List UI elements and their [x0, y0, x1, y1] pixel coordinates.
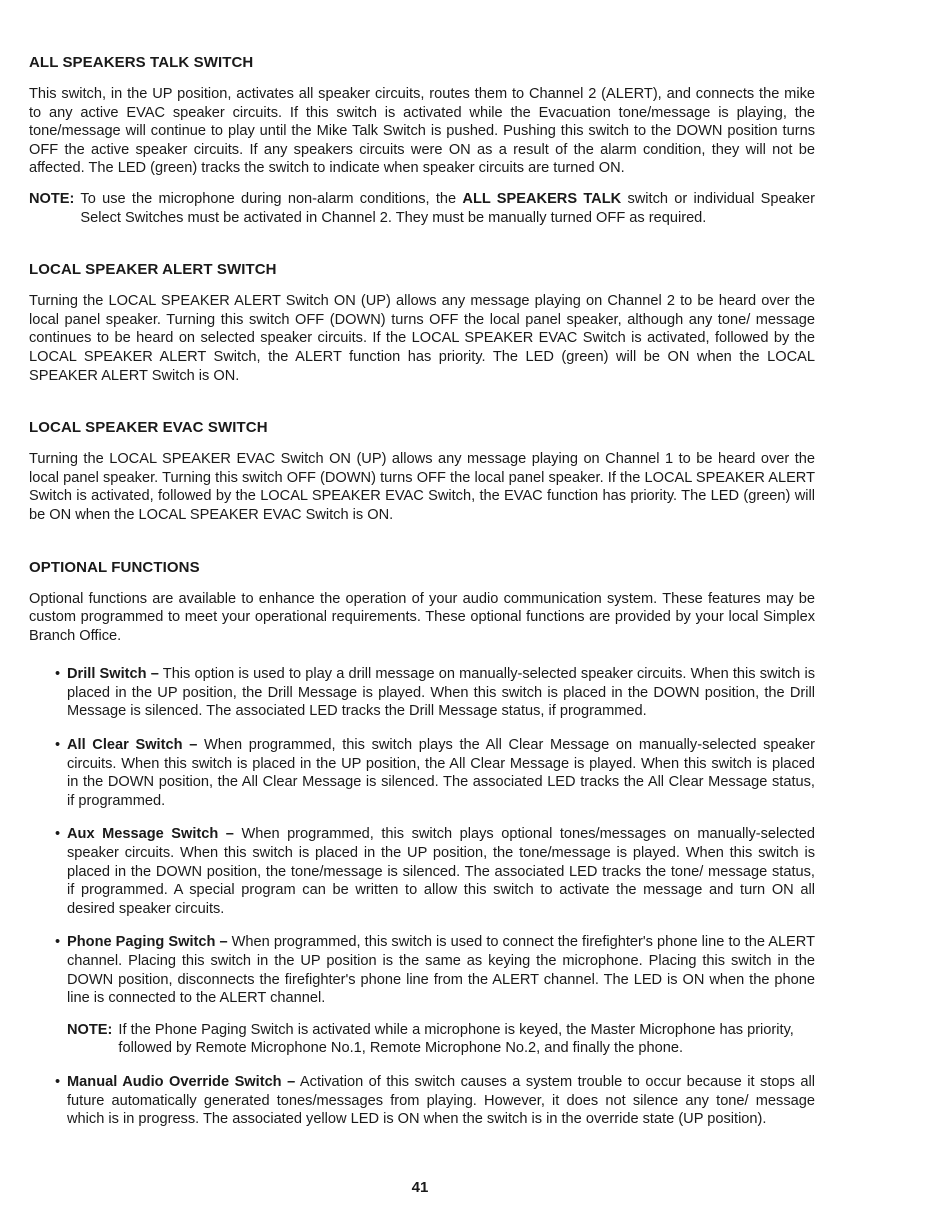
- section-local-speaker-evac: [29, 419, 815, 524]
- bullet-icon: •: [55, 666, 61, 683]
- dash: –: [287, 1073, 296, 1090]
- dash: –: [225, 826, 234, 843]
- item-text: When programmed, this switch is used to connect the firefighter's phone line to the ALERT channel. Placing this switch in the UP position is the same as keying the microphone. Placing this switch in the DOWN position, disconnects the firefighter's phone line from the ALERT channel. The LED is ON when the phone line is connected to the ALERT channel.: [67, 934, 815, 1007]
- item-title: All Clear Switch: [67, 737, 183, 754]
- note-text: If the Phone Paging Switch is activated while a microphone is keyed, the Master Microphone has priority, followed by Remote Microphone No.1, Remote Microphone No.2, and finally the phone.: [118, 1021, 794, 1057]
- note-label: NOTE:: [29, 190, 75, 207]
- note-text-pre: To use the microphone during non-alarm conditions, the: [80, 190, 463, 207]
- optional-functions-list: [29, 665, 815, 1008]
- dash: –: [150, 666, 159, 683]
- list-item-drill-switch: [55, 665, 815, 721]
- bullet-icon: •: [55, 826, 61, 843]
- section-heading: ALL SPEAKERS TALK SWITCH: [29, 54, 254, 71]
- bullet-icon: •: [55, 737, 61, 754]
- section-heading: OPTIONAL FUNCTIONS: [29, 558, 200, 576]
- note-label: NOTE:: [67, 1021, 113, 1038]
- list-item-phone-paging-switch: [55, 933, 815, 1007]
- section-local-speaker-alert: [29, 261, 815, 385]
- section-all-speakers-talk: [29, 54, 815, 227]
- item-text: When programmed, this switch plays the All Clear Message on manually-selected speaker circuits. When this switch is placed in the UP position, the All Clear Message is played. When this switch is placed in the DOWN position, the All Clear Message is silenced. The associated LED tracks the All Clear Message status, if programmed.: [67, 737, 816, 809]
- item-title: Aux Message Switch: [67, 826, 219, 843]
- item-text: When programmed, this switch plays optional tones/messages on manually-selected speaker circuits. When this switch is placed in the UP position, the tone/message is played. When this switch is placed in the DOWN position, the tone/message is silenced. The associated LED tracks the tone/ message status, if programmed. A special program can be written to allow this switch to activate the message and turn ON all desired speaker circuits.: [67, 826, 815, 917]
- phone-paging-note: [67, 1021, 815, 1058]
- document-page: [29, 54, 815, 1144]
- bullet-icon: •: [55, 1073, 61, 1090]
- section-body: Optional functions are available to enhance the operation of your audio communication system. These features may be custom programmed to meet your operational requirements. These optional functions are provided by your local Simplex Branch Office.: [29, 590, 815, 644]
- list-item-all-clear-switch: [55, 736, 815, 810]
- section-heading: LOCAL SPEAKER EVAC SWITCH: [29, 419, 268, 437]
- dash: –: [189, 737, 198, 754]
- item-title: Drill Switch: [67, 666, 147, 683]
- section-body: Turning the LOCAL SPEAKER ALERT Switch ON (UP) allows any message playing on Channel 2 to be heard over the local panel speaker. Turning this switch OFF (DOWN) turns OFF the local panel speaker, although any tone/ message continues to be heard on selected speaker circuits. If the LOCAL SPEAKER EVAC Switch is activated, followed by the LOCAL SPEAKER ALERT Switch, the ALERT function has priority. The LED (green) will be ON when the LOCAL SPEAKER ALERT Switch is ON.: [29, 293, 815, 384]
- section-optional-functions: [29, 559, 815, 1129]
- optional-functions-list-continued: [29, 1073, 815, 1129]
- item-text: This option is used to play a drill message on manually-selected speaker circuits. When this switch is placed in the UP position, the Drill Message is played. When this switch is placed in the DOWN position, the Drill Message is silenced. The associated LED tracks the Drill Message status, if programmed.: [67, 666, 815, 720]
- section-body: This switch, in the UP position, activates all speaker circuits, routes them to Channel 2 (ALERT), and connects the mike to any active EVAC speaker circuits. If this switch is activated while the Evacuation tone/message is playing, the tone/message will continue to play until the Mike Talk Switch is pushed. Pushing this switch to the DOWN position turns OFF the active speaker circuits. If any speakers circuits were ON as a result of the alarm condition, they will not be affected. The LED (green) tracks the switch to indicate when speaker circuits are turned ON.: [29, 86, 815, 177]
- list-item-aux-message-switch: [55, 825, 815, 918]
- list-item-manual-audio-override-switch: [55, 1073, 815, 1129]
- section-body: Turning the LOCAL SPEAKER EVAC Switch ON (UP) allows any message playing on Channel 1 to be heard over the local panel speaker. Turning this switch OFF (DOWN) turns OFF the local panel speaker. If the LOCAL SPEAKER ALERT Switch is activated, followed by the LOCAL SPEAKER EVAC Switch, the EVAC function has priority. The LED (green) will be ON when the LOCAL SPEAKER EVAC Switch is ON.: [29, 451, 815, 523]
- item-text: Activation of this switch causes a system trouble to occur because it stops all future automatically generated tones/messages from playing. However, it does not silence any tone/ message which is in progress. The associated yellow LED is ON when the switch is in the override state (UP position).: [67, 1073, 816, 1128]
- note-text-post: switch or individual Speaker Select Switches must be activated in Channel 2. They must be manually turned OFF as required.: [80, 190, 815, 226]
- item-title: Phone Paging Switch: [67, 934, 216, 951]
- item-title: Manual Audio Override Switch: [67, 1073, 282, 1090]
- bullet-icon: •: [55, 934, 61, 951]
- note: [29, 190, 815, 227]
- note-text-bold: ALL SPEAKERS TALK: [462, 190, 622, 207]
- page-number: 41: [411, 1179, 429, 1196]
- dash: –: [219, 934, 228, 951]
- section-heading: LOCAL SPEAKER ALERT SWITCH: [29, 261, 277, 279]
- note-text: [80, 190, 815, 227]
